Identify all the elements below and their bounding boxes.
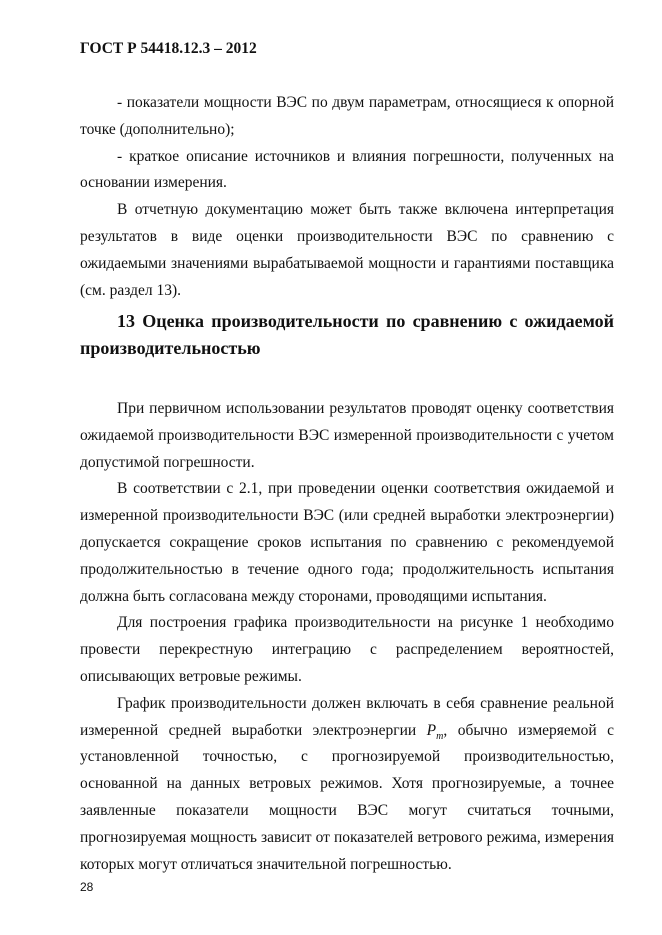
text-line: описывающих ветровые режимы. xyxy=(80,667,302,685)
text-line: В отчетную документацию может быть также включена интерпретация xyxy=(117,201,614,219)
text-line: При первичном использовании результатов проводят оценку соответствия xyxy=(117,400,614,417)
text-line: допустимой погрешности. xyxy=(80,453,255,471)
heading-line-1: 13 Оценка производительности по сравнению с ожидаемой xyxy=(117,311,614,331)
text-line: - краткое описание источников и влияния погрешности, полученных на xyxy=(117,147,614,165)
variable-symbol: $P_m$ xyxy=(426,721,444,742)
paragraph xyxy=(80,396,614,476)
paragraph xyxy=(80,197,614,304)
paragraph xyxy=(80,90,614,144)
text-block-2 xyxy=(80,396,614,878)
text-line: основании измерения. xyxy=(80,174,227,192)
heading-line-2: производительностью xyxy=(80,337,261,358)
text-block-1 xyxy=(80,90,614,304)
text-line: которых могут отличаться значительной погрешностью. xyxy=(80,855,452,873)
text-line: Для построения графика производительности на рисунке 1 необходимо xyxy=(117,614,614,632)
text-line: провести перекрестную интеграцию с распределением вероятностей, xyxy=(80,641,614,659)
text-line: измеренной производительности ВЭС (или средней выработки электроэнергии) xyxy=(80,507,614,525)
section-heading xyxy=(80,307,614,361)
text-line: должна быть согласована между сторонами, проводящими испытания. xyxy=(80,587,547,605)
text-line: точке (дополнительно); xyxy=(80,120,235,138)
text-line: продолжительностью в течение одного года; продолжительность испытания xyxy=(80,560,614,578)
paragraph xyxy=(80,476,614,610)
text-segment: измеренной средней выработки электроэнергии xyxy=(80,721,427,739)
text-line xyxy=(80,718,614,745)
document-header: ГОСТ Р 54418.12.3 – 2012 xyxy=(80,40,257,57)
text-line: прогнозируемая мощность зависит от показателей ветрового режима, измерения xyxy=(80,828,614,846)
text-line: График производительности должен включать в себя сравнение реальной xyxy=(117,694,614,712)
text-line: ожидаемой производительности ВЭС измеренной производительности с учетом xyxy=(80,426,614,444)
text-line: установленной точностью, с прогнозируемой производительностью, xyxy=(80,748,614,766)
paragraph xyxy=(80,610,614,690)
text-line: ожидаемыми значениями вырабатываемой мощности и гарантиями поставщика xyxy=(80,254,614,272)
text-line: заявленные показатели мощности ВЭС могут считаться точными, xyxy=(80,801,614,819)
page-number: 28 xyxy=(80,880,94,894)
text-line: результатов в виде оценки производительности ВЭС по сравнению с xyxy=(80,227,614,245)
text-segment: , обычно измеряемой с xyxy=(443,721,614,739)
text-line: основанной на данных ветровых режимов. Хотя прогнозируемые, а точнее xyxy=(80,775,614,793)
paragraph xyxy=(80,144,614,198)
paragraph xyxy=(80,691,614,879)
text-line: В соответствии с 2.1, при проведении оценки соответствия ожидаемой и xyxy=(117,480,614,498)
text-line: (см. раздел 13). xyxy=(80,281,181,299)
text-line: допускается сокращение сроков испытания по сравнению с рекомендуемой xyxy=(80,533,614,551)
text-line: - показатели мощности ВЭС по двум параметрам, относящиеся к опорной xyxy=(117,94,614,111)
